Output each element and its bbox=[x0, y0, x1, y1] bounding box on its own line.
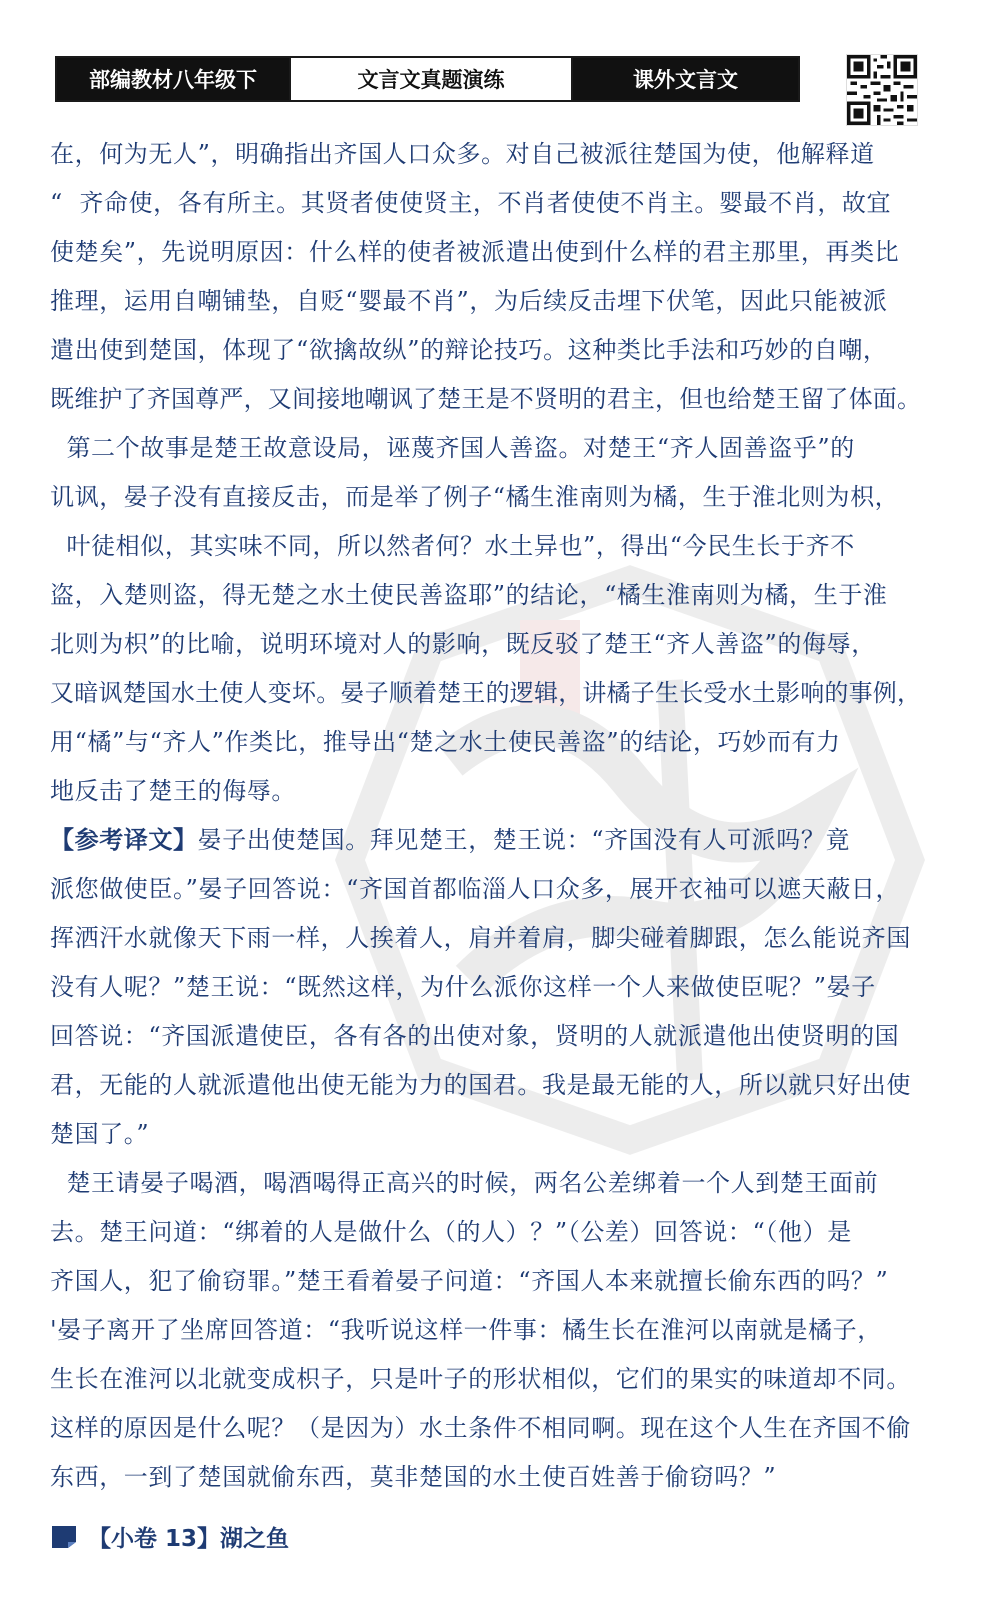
translation-line: 没有人呢？”楚王说：“既然这样，为什么派你这样一个人来做使臣呢？”晏子 bbox=[50, 973, 876, 1001]
header-section-title: 文言文真题演练 bbox=[289, 58, 573, 100]
translation-line: 楚王请晏子喝酒，喝酒喝得正高兴的时候，两名公差绑着一个人到楚王面前 bbox=[50, 1169, 879, 1197]
translation-line: 去。楚王问道：“绑着的人是做什么（的人）？”（公差）回答说：“（他）是 bbox=[50, 1218, 852, 1246]
translation-line: 君，无能的人就派遣他出使无能为力的国君。我是最无能的人，所以就只好出使 bbox=[50, 1071, 911, 1099]
translation-first-line bbox=[50, 816, 920, 865]
analysis-section bbox=[50, 130, 920, 816]
translation-line: 楚国了。” bbox=[50, 1120, 150, 1148]
analysis-line: 第二个故事是楚王故意设局，诬蔑齐国人善盗。对楚王“齐人固善盗乎”的 bbox=[50, 434, 855, 462]
next-section-label: 【小卷 13】湖之鱼 bbox=[88, 1526, 290, 1552]
analysis-line: 盗，入楚则盗，得无楚之水土使民善盗耶”的结论，“橘生淮南则为橘，生于淮 bbox=[50, 581, 888, 609]
translation-tag: 【参考译文】 bbox=[50, 826, 198, 854]
analysis-line: 地反击了楚王的侮辱。 bbox=[50, 777, 296, 805]
translation-line: 回答说：“齐国派遣使臣，各有各的出使对象，贤明的人就派遣他出使贤明的国 bbox=[50, 1022, 900, 1050]
header-grade-label: 部编教材八年级下 bbox=[57, 58, 289, 100]
analysis-line: “ 齐命使，各有所主。其贤者使使贤主，不肖者使使不肖主。婴最不肖，故宜 bbox=[50, 189, 892, 217]
qr-code-icon bbox=[846, 54, 918, 126]
translation-line: 齐国人，犯了偷窃罪。”楚王看着晏子问道：“齐国人本来就擅长偷东西的吗？” bbox=[50, 1267, 889, 1295]
translation-first-text: 晏子出使楚国。拜见楚王，楚王说：“齐国没有人可派吗？竟 bbox=[197, 826, 851, 854]
translation-line: 这样的原因是什么呢？（是因为）水土条件不相同啊。现在这个人生在齐国不偷 bbox=[50, 1414, 911, 1442]
translation-line: 生长在淮河以北就变成枳子，只是叶子的形状相似，它们的果实的味道却不同。 bbox=[50, 1365, 911, 1393]
analysis-line: 又暗讽楚国水土使人变坏。晏子顺着楚王的逻辑，讲橘子生长受水土影响的事例， bbox=[50, 679, 922, 707]
analysis-line: 使楚矣”，先说明原因：什么样的使者被派遣出使到什么样的君主那里，再类比 bbox=[50, 238, 900, 266]
analysis-line: 在，何为无人”，明确指出齐国人口众多。对自己被派往楚国为使，他解释道 bbox=[50, 140, 875, 168]
analysis-line: 用“橘”与“齐人”作类比，推导出“楚之水土使民善盗”的结论，巧妙而有力 bbox=[50, 728, 841, 756]
analysis-line: 北则为枳”的比喻，说明环境对人的影响，既反驳了楚王“齐人善盗”的侮辱， bbox=[50, 630, 876, 658]
analysis-line: 讥讽，晏子没有直接反击，而是举了例子“橘生淮南则为橘，生于淮北则为枳， bbox=[50, 483, 900, 511]
next-section-heading bbox=[50, 1520, 289, 1553]
document-body bbox=[50, 130, 920, 1502]
header-bar bbox=[55, 56, 800, 102]
translation-line: 东西，一到了楚国就偷东西，莫非楚国的水土使百姓善于偷窃吗？” bbox=[50, 1463, 777, 1491]
analysis-line: 遣出使到楚国，体现了“欲擒故纵”的辩论技巧。这种类比手法和巧妙的自嘲， bbox=[50, 336, 888, 364]
bookmark-icon bbox=[50, 1524, 78, 1550]
analysis-line: 既维护了齐国尊严，又间接地嘲讽了楚王是不贤明的君主，但也给楚王留了体面。 bbox=[50, 385, 922, 413]
translation-section bbox=[50, 816, 920, 1502]
analysis-line: 叶徒相似，其实味不同，所以然者何？水土异也”，得出“今民生长于齐不 bbox=[50, 532, 855, 560]
translation-line: 挥洒汗水就像天下雨一样，人挨着人，肩并着肩，脚尖碰着脚跟，怎么能说齐国 bbox=[50, 924, 911, 952]
translation-line: 派您做使臣。”晏子回答说：“齐国首都临淄人口众多，展开衣袖可以遮天蔽日， bbox=[50, 875, 901, 903]
translation-line: '晏子离开了坐席回答道：“我听说这样一件事：橘生长在淮河以南就是橘子， bbox=[50, 1316, 882, 1344]
header-category-label: 课外文言文 bbox=[573, 58, 798, 100]
analysis-line: 推理，运用自嘲铺垫，自贬“婴最不肖”，为后续反击埋下伏笔，因此只能被派 bbox=[50, 287, 888, 315]
